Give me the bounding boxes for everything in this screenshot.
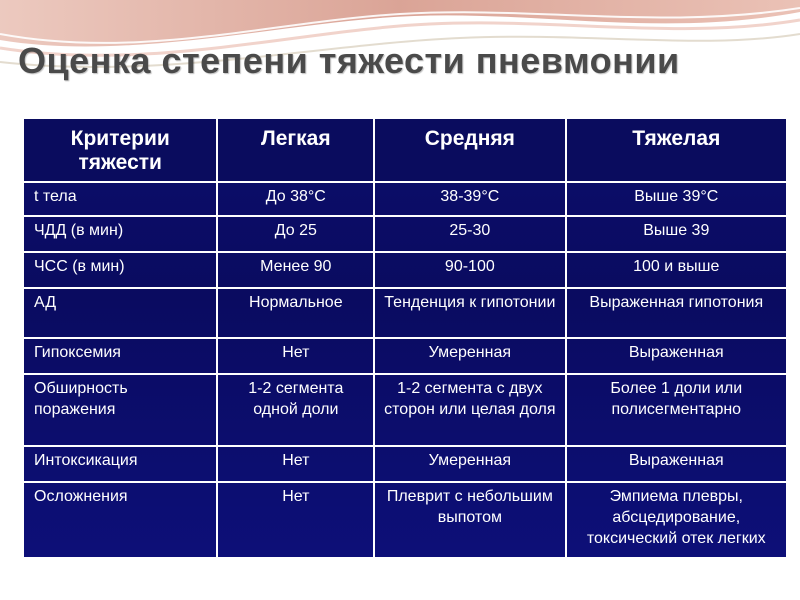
row-severe-value: Выше 39°С <box>566 182 787 216</box>
row-severe-value: Эмпиема плевры, абсцедирование, токсический отек легких <box>566 482 787 558</box>
row-mild-value: Менее 90 <box>217 252 374 288</box>
row-severe-value: Выше 39 <box>566 216 787 252</box>
table-row <box>23 374 787 446</box>
row-severe-value: Выраженная гипотония <box>566 288 787 338</box>
header-moderate: Средняя <box>374 118 565 182</box>
table-row <box>23 252 787 288</box>
row-moderate-value: 1-2 сегмента с двух сторон или целая доля <box>374 374 565 446</box>
row-criterion: Гипоксемия <box>23 338 217 374</box>
table-row <box>23 288 787 338</box>
row-mild-value: 1-2 сегмента одной доли <box>217 374 374 446</box>
row-mild-value: До 38°С <box>217 182 374 216</box>
row-mild-value: Нормальное <box>217 288 374 338</box>
header-mild: Легкая <box>217 118 374 182</box>
page-title: Оценка степени тяжести пневмонии <box>18 40 680 81</box>
row-moderate-value: 90-100 <box>374 252 565 288</box>
row-mild-value: Нет <box>217 446 374 482</box>
row-moderate-value: 25-30 <box>374 216 565 252</box>
table-row <box>23 182 787 216</box>
row-criterion: Осложнения <box>23 482 217 558</box>
severity-table <box>22 117 788 559</box>
row-criterion: t тела <box>23 182 217 216</box>
table-row <box>23 338 787 374</box>
row-severe-value: Более 1 доли или полисегментарно <box>566 374 787 446</box>
table-row <box>23 216 787 252</box>
row-criterion: АД <box>23 288 217 338</box>
row-moderate-value: Тенденция к гипотонии <box>374 288 565 338</box>
table-row <box>23 446 787 482</box>
row-mild-value: Нет <box>217 482 374 558</box>
row-moderate-value: Умеренная <box>374 446 565 482</box>
row-criterion: Обширность поражения <box>23 374 217 446</box>
table-row <box>23 482 787 558</box>
header-severe: Тяжелая <box>566 118 787 182</box>
row-criterion: ЧСС (в мин) <box>23 252 217 288</box>
row-moderate-value: Плеврит с небольшим выпотом <box>374 482 565 558</box>
row-severe-value: 100 и выше <box>566 252 787 288</box>
severity-table-container <box>22 117 788 559</box>
row-moderate-value: 38-39°С <box>374 182 565 216</box>
row-criterion: Интоксикация <box>23 446 217 482</box>
row-severe-value: Выраженная <box>566 338 787 374</box>
row-mild-value: До 25 <box>217 216 374 252</box>
row-severe-value: Выраженная <box>566 446 787 482</box>
table-header-row <box>23 118 787 182</box>
row-moderate-value: Умеренная <box>374 338 565 374</box>
row-criterion: ЧДД (в мин) <box>23 216 217 252</box>
header-criteria: Критерии тяжести <box>23 118 217 182</box>
row-mild-value: Нет <box>217 338 374 374</box>
